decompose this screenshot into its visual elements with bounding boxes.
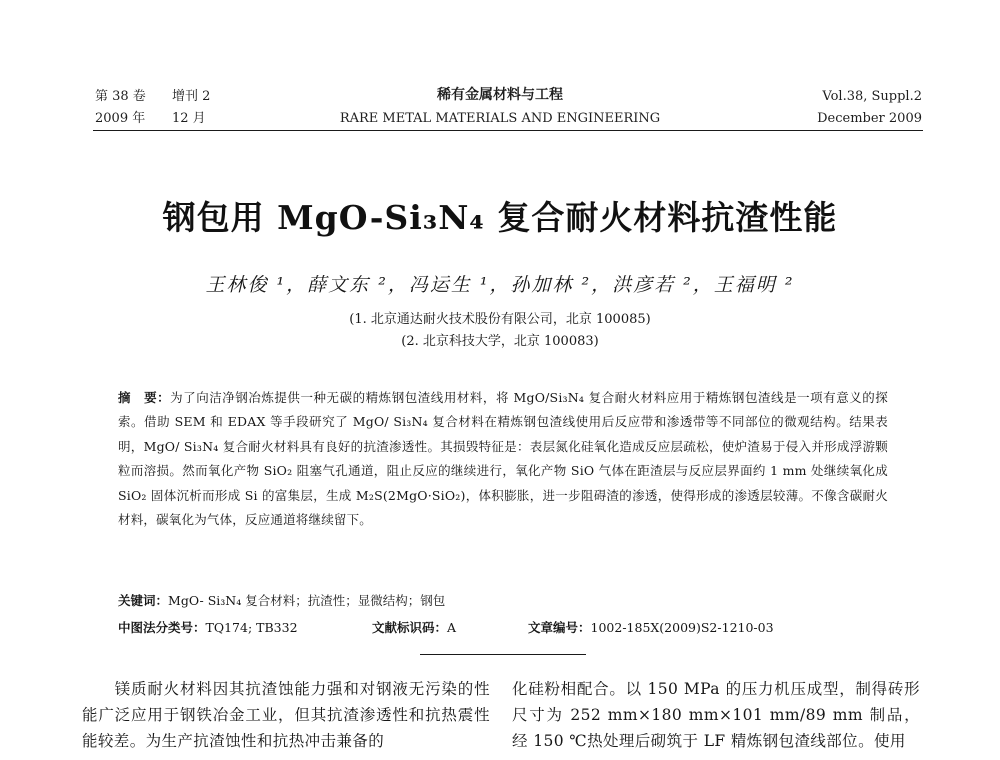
author-list: 王林俊 ¹，薛文东 ²，冯运生 ¹，孙加林 ²，洪彦若 ²，王福明 ² <box>205 274 795 296</box>
clc-label: 中图法分类号： <box>118 620 206 635</box>
document-code-label: 文献标识码： <box>372 620 448 635</box>
document-code-value: A <box>447 620 457 635</box>
article-number-label: 文章编号： <box>528 620 591 635</box>
abstract <box>118 386 888 532</box>
volume-en: Vol.38, Suppl.2 <box>822 89 922 104</box>
header-rule <box>93 130 923 131</box>
keywords-label: 关键词： <box>118 593 169 608</box>
document-code <box>372 618 456 638</box>
section-divider <box>420 654 586 655</box>
affiliation-1: (1. 北京通达耐火技术股份有限公司，北京 100085) <box>349 312 651 327</box>
article-number-value: 1002-185X(2009)S2-1210-03 <box>590 620 774 635</box>
journal-title-en: RARE METAL MATERIALS AND ENGINEERING <box>339 111 661 126</box>
clc-value: TQ174; TB332 <box>205 620 298 635</box>
article-number <box>528 618 774 638</box>
year: 2009 年 <box>95 111 146 126</box>
keywords-text: MgO- Si₃N₄ 复合材料；抗渣性；显微结构；钢包 <box>168 593 446 608</box>
abstract-text: 为了向洁净钢冶炼提供一种无碳的精炼钢包渣线用材料，将 MgO/Si₃N₄ 复合耐火材料应用于精炼钢包渣线是一项有意义的探索。借助 SEM 和 EDAX 等手段研究了 MgO/ Si₃N₄ 复合材料在精炼钢包渣线使用后反应带和渗透带等不同部位的微观结构。结果表明，MgO/ Si₃N₄ 复合耐火材料具有良好的抗渣渗透性。其损毁特征是：表层氮化硅氧化造成反应层疏松，使炉渣易于侵入并形成浮游颗粒而溶损。然而氧化产物 SiO₂ 阻塞气孔通道，阻止反应的继续进行，氧化产物 SiO 气体在距渣层与反应层界面约 1 mm 处继续氧化成 SiO₂ 固体沉析而形成 Si 的富集层，生成 M₂S(2MgO·SiO₂)，体积膨胀，进一步阻碍渣的渗透，使得形成的渗透层较薄。不像含碳耐火材料，碳氧化为气体，反应通道将继续留下。 <box>118 390 888 528</box>
affiliation-2: (2. 北京科技大学，北京 100083) <box>401 334 599 349</box>
month: 12 月 <box>172 111 206 126</box>
body-left-column: 镁质耐火材料因其抗渣蚀能力强和对钢液无污染的性能广泛应用于钢铁冶金工业，但其抗渣渗透性和抗热震性能较差。为生产抗渣蚀性和抗热冲击兼备的 <box>82 680 490 750</box>
clc-number <box>118 618 298 638</box>
abstract-label: 摘 要： <box>118 390 171 405</box>
supplement-number: 增刊 2 <box>172 89 211 104</box>
journal-title-cn: 稀有金属材料与工程 <box>437 87 563 103</box>
date-en: December 2009 <box>817 111 922 126</box>
volume-number: 第 38 卷 <box>95 89 146 104</box>
body-right-column: 化硅粉相配合。以 150 MPa 的压力机压成型，制得砖形尺寸为 252 mm×180 mm×101 mm/89 mm 制品，经 150 ℃热处理后砌筑于 LF 精炼钢包渣线部位。使用 <box>512 680 920 750</box>
keywords <box>118 591 445 611</box>
paper-title: 钢包用 MgO-Si₃N₄ 复合耐火材料抗渣性能 <box>162 198 838 237</box>
